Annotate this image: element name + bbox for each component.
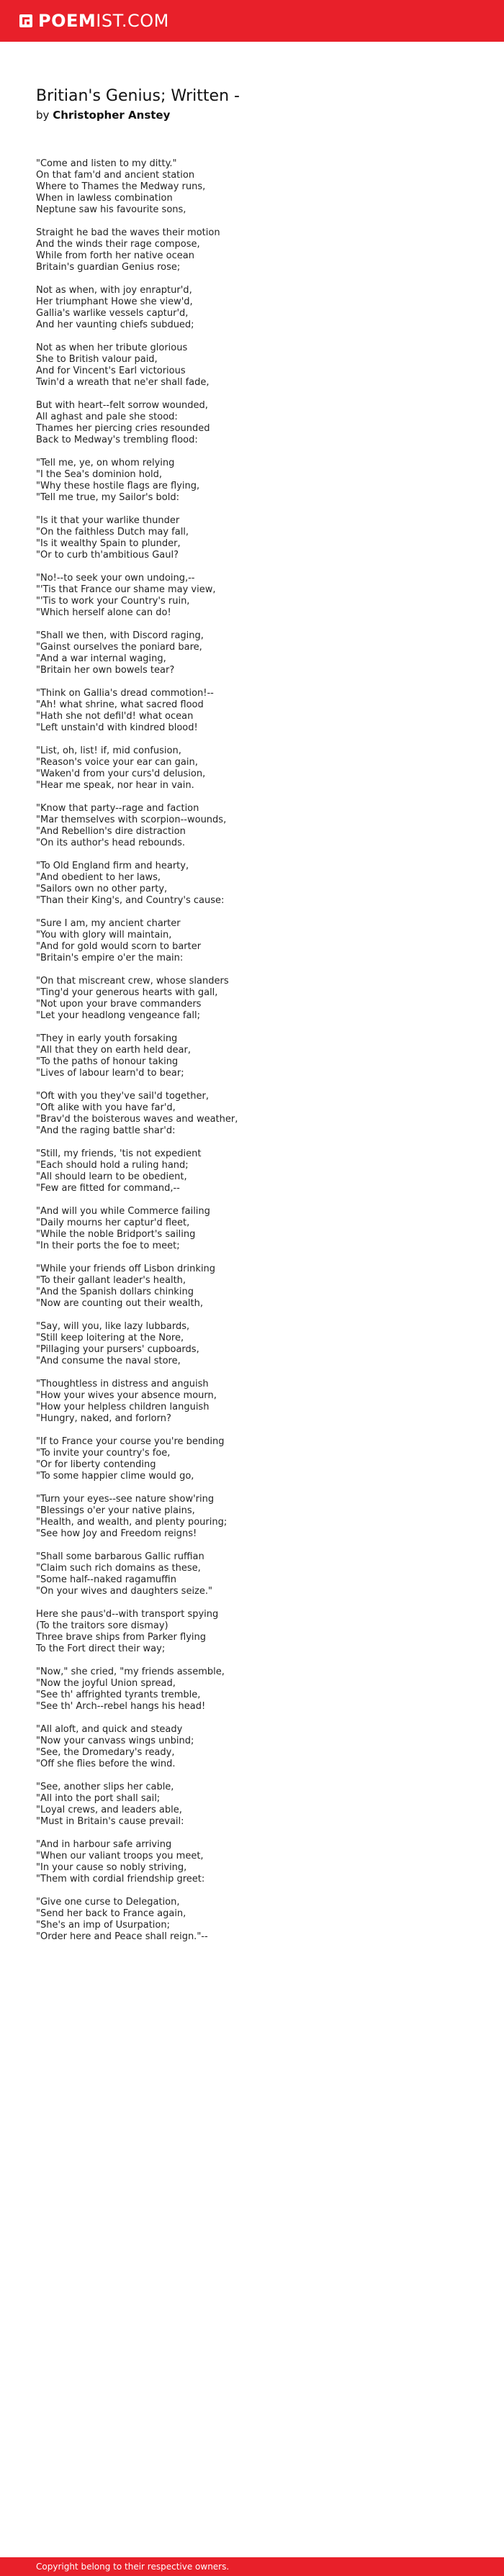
poem-line: "Oft alike with you have far'd, [36, 1102, 176, 1113]
poem-stanza [36, 573, 468, 619]
poem-line: "You with glory will maintain, [36, 930, 172, 940]
poem-line: "Shall some barbarous Gallic ruffian [36, 1551, 204, 1562]
poem-stanza [36, 630, 468, 676]
poem-stanza [36, 1379, 468, 1425]
poemist-logo-icon [18, 13, 34, 29]
poem-line: But with heart--felt sorrow wounded, [36, 400, 208, 411]
poem-line: "And consume the naval store, [36, 1356, 181, 1366]
site-header [0, 0, 504, 42]
poem-stanza [36, 1782, 468, 1828]
poem-line: "Some half--naked ragamuffin [36, 1574, 176, 1585]
poem-line: "Order here and Peace shall reign."-- [36, 1931, 208, 1942]
site-footer [0, 2557, 504, 2576]
poem-stanza [36, 515, 468, 561]
poem-line: "All should learn to be obedient, [36, 1171, 187, 1182]
poem-line: "See th' affrighted tyrants tremble, [36, 1690, 201, 1700]
poem-line: "Which herself alone can do! [36, 607, 171, 618]
poem-line: "Loyal crews, and leaders able, [36, 1805, 182, 1815]
poem-line: Neptune saw his favourite sons, [36, 204, 186, 215]
poem-line: "And for gold would scorn to barter [36, 941, 202, 952]
poem-line: "Britain's empire o'er the main: [36, 953, 184, 963]
poem-line: "Say, will you, like lazy lubbards, [36, 1321, 190, 1332]
poem-body [36, 158, 468, 1943]
poem-stanza [36, 976, 468, 1022]
poem-line: "And Rebellion's dire distraction [36, 826, 186, 837]
poem-stanza [36, 1724, 468, 1770]
poem-line: "When our valiant troops you meet, [36, 1851, 204, 1861]
poem-stanza [36, 918, 468, 964]
poem-line: "On its author's head rebounds. [36, 838, 186, 848]
poem-line: "Sure I am, my ancient charter [36, 918, 181, 929]
poem-line: She to British valour paid, [36, 354, 158, 365]
poem-line: Here she paus'd--with transport spying [36, 1609, 219, 1620]
poem-line: "And will you while Commerce failing [36, 1206, 210, 1217]
poem-line: "See th' Arch--rebel hangs his head! [36, 1701, 206, 1712]
byline-label: by [36, 109, 50, 122]
poem-line: "On the faithless Dutch may fall, [36, 527, 189, 538]
poem-stanza [36, 803, 468, 849]
poem-line: Where to Thames the Medway runs, [36, 181, 206, 192]
poem-line: "Why these hostile flags are flying, [36, 481, 200, 491]
poem-line: "Hungry, naked, and forlorn? [36, 1413, 171, 1424]
poem-line: "Still keep loitering at the Nore, [36, 1333, 184, 1343]
poem-line: "Blessings o'er your native plains, [36, 1505, 195, 1516]
poem-line: "Health, and wealth, and plenty pouring; [36, 1517, 228, 1528]
poem-line: "Now are counting out their wealth, [36, 1298, 204, 1309]
poem-stanza [36, 1897, 468, 1943]
poem-line: "'Tis that France our shame may view, [36, 584, 216, 595]
poem-stanza [36, 158, 468, 216]
logo-text [38, 12, 169, 30]
poem-line: Straight he bad the waves their motion [36, 227, 220, 238]
poem-line: "Still, my friends, 'tis not expedient [36, 1148, 202, 1159]
poem-stanza [36, 400, 468, 446]
poem-title: Britian's Genius; Written - [36, 87, 240, 105]
poem-line: "Sailors own no other party, [36, 884, 168, 894]
poem-stanza [36, 1666, 468, 1713]
poem-line: To the Fort direct their way; [36, 1643, 166, 1654]
poem-line: "Must in Britain's cause prevail: [36, 1816, 184, 1827]
poem-line: Gallia's warlike vessels captur'd, [36, 308, 189, 319]
poem-line: "All aloft, and quick and steady [36, 1724, 183, 1735]
poem-stanza [36, 1839, 468, 1885]
poem-line: "List, oh, list! if, mid confusion, [36, 745, 181, 756]
poem-line: Britain's guardian Genius rose; [36, 262, 181, 273]
poem-stanza [36, 343, 468, 389]
poem-line: "And the Spanish dollars chinking [36, 1287, 194, 1297]
poem-line: "She's an imp of Usurpation; [36, 1920, 170, 1931]
poem-line: "Than their King's, and Country's cause: [36, 895, 225, 906]
poem-line: Twin'd a wreath that ne'er shall fade, [36, 377, 210, 388]
footer-copyright: Copyright belong to their respective owners. [36, 2562, 230, 2572]
poem-line: "On that miscreant crew, whose slanders [36, 976, 229, 987]
poem-line: "Reason's voice your ear can gain, [36, 757, 198, 768]
poem-stanza [36, 1551, 468, 1597]
poem-line: "No!--to seek your own undoing,-- [36, 573, 195, 584]
poem-line: "Turn your eyes--see nature show'ring [36, 1494, 215, 1505]
poem-line: "See how Joy and Freedom reigns! [36, 1528, 197, 1539]
poem-line: Thames her piercing cries resounded [36, 423, 210, 434]
poem-line: "Not upon your brave commanders [36, 999, 202, 1010]
poem-line: "To the paths of honour taking [36, 1056, 179, 1067]
poem-line: "Few are fitted for command,-- [36, 1183, 180, 1194]
poem-line: "And obedient to her laws, [36, 872, 161, 883]
poem-line: "Them with cordial friendship greet: [36, 1874, 205, 1885]
poem-line: "Britain her own bowels tear? [36, 665, 175, 676]
logo-text-light: IST.COM [96, 11, 169, 31]
poem-line: "Each should hold a ruling hand; [36, 1160, 189, 1171]
poem-stanza [36, 1206, 468, 1252]
poem-line: "Know that party--rage and faction [36, 803, 199, 814]
poem-line: "Brav'd the boisterous waves and weather, [36, 1114, 238, 1125]
poem-line: "Claim such rich domains as these, [36, 1563, 201, 1574]
logo-text-bold: POEM [38, 11, 96, 31]
poem-stanza [36, 1148, 468, 1194]
poem-stanza [36, 1494, 468, 1540]
poem-line: Her triumphant Howe she view'd, [36, 296, 193, 307]
poem-line: "They in early youth forsaking [36, 1033, 178, 1044]
poem-stanza [36, 1091, 468, 1137]
poem-line: (To the traitors sore dismay) [36, 1620, 168, 1631]
poem-line: "Hear me speak, nor hear in vain. [36, 780, 194, 791]
poem-line: "In your cause so nobly striving, [36, 1862, 187, 1873]
poem-line: "Is it wealthy Spain to plunder, [36, 538, 181, 549]
poem-stanza [36, 458, 468, 504]
poem-line: "Send her back to France again, [36, 1908, 186, 1919]
poem-line: "Now," she cried, "my friends assemble, [36, 1666, 225, 1677]
poem-stanza [36, 285, 468, 331]
poem-line: "Now your canvass wings unbind; [36, 1736, 194, 1746]
poem-line: "And in harbour safe arriving [36, 1839, 172, 1850]
poem-line: "And a war internal waging, [36, 653, 166, 664]
poem-line: Not as when, with joy enraptur'd, [36, 285, 192, 296]
poem-line: "Now the joyful Union spread, [36, 1678, 176, 1689]
poem-line: "Shall we then, with Discord raging, [36, 630, 204, 641]
poem-line: "Oft with you they've sail'd together, [36, 1091, 209, 1102]
poem-line: While from forth her native ocean [36, 250, 194, 261]
poem-line: "In their ports the foe to meet; [36, 1241, 180, 1251]
poem-line: "Ah! what shrine, what sacred flood [36, 699, 204, 710]
poem-line: "See, another slips her cable, [36, 1782, 174, 1792]
poem-line: "Hath she not defil'd! what ocean [36, 711, 194, 722]
poem-line: "To some happier clime would go, [36, 1471, 194, 1482]
poem-line: "'Tis to work your Country's ruin, [36, 596, 190, 607]
poem-line: "Or for liberty contending [36, 1459, 156, 1470]
poem-stanza [36, 745, 468, 792]
poem-line: "To their gallant leader's health, [36, 1275, 186, 1286]
poem-stanza [36, 1264, 468, 1310]
poem-stanza [36, 1609, 468, 1655]
poem-line: "While your friends off Lisbon drinking [36, 1264, 216, 1274]
poem-line: "Come and listen to my ditty." [36, 158, 177, 169]
poem-line: "Tell me, ye, on whom relying [36, 458, 175, 468]
poem-line: "Give one curse to Delegation, [36, 1897, 180, 1908]
poem-line: "Lives of labour learn'd to bear; [36, 1068, 184, 1079]
poem-line: And her vaunting chiefs subdued; [36, 319, 194, 330]
poem-line: Back to Medway's trembling flood: [36, 435, 198, 445]
poem-line: "Ting'd your generous hearts with gall, [36, 987, 218, 998]
poem-author[interactable]: Christopher Anstey [53, 109, 171, 122]
poem-line: "How your wives your absence mourn, [36, 1390, 217, 1401]
poem-stanza [36, 688, 468, 734]
poem-line: And the winds their rage compose, [36, 239, 200, 250]
poem-line: "Left unstain'd with kindred blood! [36, 722, 198, 733]
poem-line: "I the Sea's dominion hold, [36, 469, 162, 480]
poem-line: "Daily mourns her captur'd fleet, [36, 1217, 190, 1228]
poem-line: "Pillaging your pursers' cupboards, [36, 1344, 199, 1355]
poem-line: "To Old England firm and hearty, [36, 861, 189, 871]
poem-line: "All into the port shall sail; [36, 1793, 161, 1804]
poem-line: "How your helpless children languish [36, 1402, 210, 1412]
poem-line: "Think on Gallia's dread commotion!-- [36, 688, 214, 699]
poem-line: "Tell me true, my Sailor's bold: [36, 492, 179, 503]
poem-stanza [36, 861, 468, 907]
poem-line: All aghast and pale she stood: [36, 412, 178, 422]
poem-line: Three brave ships from Parker flying [36, 1632, 207, 1643]
poem-line: "Waken'd from your curs'd delusion, [36, 768, 206, 779]
poem-line: "To invite your country's foe, [36, 1448, 171, 1459]
poem-line: "Gainst ourselves the poniard bare, [36, 642, 202, 653]
poem-line: When in lawless combination [36, 193, 173, 204]
poem-line: "Mar themselves with scorpion--wounds, [36, 815, 227, 825]
poem-line: "While the noble Bridport's sailing [36, 1229, 196, 1240]
poem-line: And for Vincent's Earl victorious [36, 366, 186, 376]
poem-line: "On your wives and daughters seize." [36, 1586, 212, 1597]
poem-line: "All that they on earth held dear, [36, 1045, 191, 1056]
poem-line: "Is it that your warlike thunder [36, 515, 180, 526]
poem-line: "Thoughtless in distress and anguish [36, 1379, 209, 1389]
poem-line: On that fam'd and ancient station [36, 170, 195, 181]
site-logo-link[interactable] [18, 12, 169, 30]
poem-stanza [36, 227, 468, 273]
poem-byline [36, 108, 468, 122]
poem-stanza [36, 1436, 468, 1482]
poem-content [36, 86, 468, 1954]
poem-stanza [36, 1321, 468, 1367]
poem-line: "See, the Dromedary's ready, [36, 1747, 175, 1758]
poem-line: "Let your headlong vengeance fall; [36, 1010, 201, 1021]
poem-line: "If to France your course you're bending [36, 1436, 225, 1447]
poem-line: "And the raging battle shar'd: [36, 1125, 176, 1136]
poem-line: "Or to curb th'ambitious Gaul? [36, 550, 179, 561]
poem-line: "Off she flies before the wind. [36, 1759, 176, 1769]
poem-line: Not as when her tribute glorious [36, 343, 188, 353]
poem-stanza [36, 1033, 468, 1079]
